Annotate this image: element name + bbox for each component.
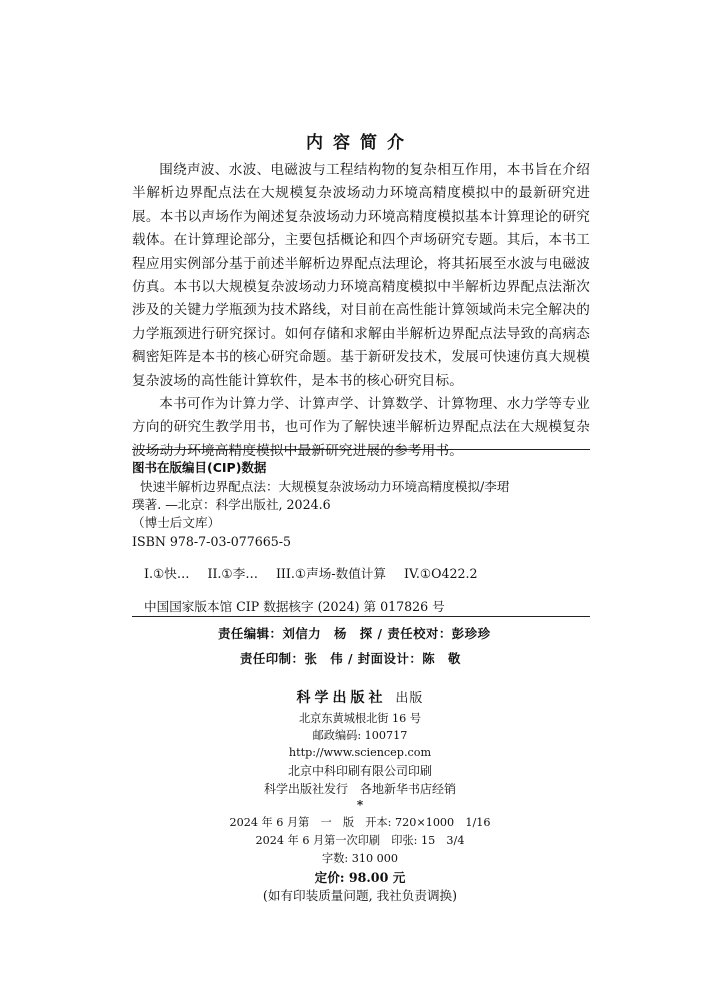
printer-line: 北京中科印刷有限公司印刷	[287, 764, 432, 778]
publisher-name: 科学出版社	[296, 690, 387, 706]
credits-editor-line: 责任编辑：刘信力 杨 探 / 责任校对：彭珍珍	[218, 626, 491, 641]
publisher-url: http://www.sciencep.com	[288, 746, 432, 759]
cip-heading: 图书在版编目(CIP)数据	[132, 460, 267, 475]
publisher-name-suffix: 出版	[395, 691, 424, 706]
summary-paragraph-2: 本书可作为计算力学、计算声学、计算数学、计算物理、水力学等专业方向的研究生教学用书，也可作为了解快速半解析边界配点法在大规模复杂波场动力环境高精度模拟中最新研究进展的参考用书。	[132, 396, 590, 459]
separator-star: *	[356, 798, 364, 812]
cip-class-4: IV.①O422.2	[404, 565, 478, 581]
summary-title: 内容简介	[306, 133, 414, 153]
publisher-postal-code: 邮政编码: 100717	[312, 729, 408, 742]
cip-isbn: ISBN 978-7-03-077665-5	[132, 533, 292, 549]
cip-class-1: I.①快…	[144, 565, 190, 581]
cip-title-line-2: 璞著. —北京：科学出版社, 2024.6	[132, 497, 331, 513]
summary-body	[132, 159, 590, 463]
publisher-address: 北京东黄城根北街 16 号	[298, 712, 422, 725]
quality-note: (如有印装质量问题, 我社负责调换)	[262, 888, 458, 903]
edition-line-1: 2024 年 6 月第 一 版 开本: 720×1000 1/16	[229, 816, 491, 829]
edition-line-2: 2024 年 6 月第一次印刷 印张: 15 3/4	[255, 834, 465, 847]
credits-print-line: 责任印制：张 伟 / 封面设计：陈 敬	[240, 651, 461, 666]
publisher-name-line	[0, 687, 720, 707]
cip-block	[132, 458, 592, 616]
word-count: 字数: 310 000	[322, 852, 398, 865]
distribution-line: 科学出版社发行 各地新华书店经销	[263, 782, 456, 796]
divider-top	[132, 449, 590, 450]
cip-number: 中国国家版本馆 CIP 数据核字 (2024) 第 017826 号	[144, 598, 445, 614]
cip-classification	[132, 563, 592, 582]
price: 定价: 98.00 元	[314, 870, 406, 885]
cip-class-3: III.①声场-数值计算	[275, 565, 386, 581]
cip-series: （博士后文库）	[132, 515, 221, 531]
cip-title-line: 快速半解析边界配点法：大规模复杂波场动力环境高精度模拟/李珺	[140, 479, 510, 494]
cip-class-2: II.①李…	[207, 565, 258, 581]
divider-bottom	[132, 616, 590, 617]
summary-paragraph-1: 围绕声波、水波、电磁波与工程结构物的复杂相互作用，本书旨在介绍半解析边界配点法在大规模复杂波场动力环境高精度模拟中的最新研究进展。本书以声场作为阐述复杂波场动力环境高精度模拟基本计算理论的研究载体。在计算理论部分，主要包括概论和四个声场研究专题。其后，本书工程应用实例部分基于前述半解析边界配点法理论，将其拓展至水波与电磁波仿真。本书以大规模复杂波场动力环境高精度模拟中半解析边界配点法渐次涉及的关键力学瓶颈为技术路线，对目前在高性能计算领域尚未完全解决的力学瓶颈进行研究探讨。如何存储和求解由半解析边界配点法导致的高病态稠密矩阵是本书的核心研究命题。基于新研发技术，发展可快速仿真大规模复杂波场的高性能计算软件，是本书的核心研究目标。	[132, 162, 590, 389]
